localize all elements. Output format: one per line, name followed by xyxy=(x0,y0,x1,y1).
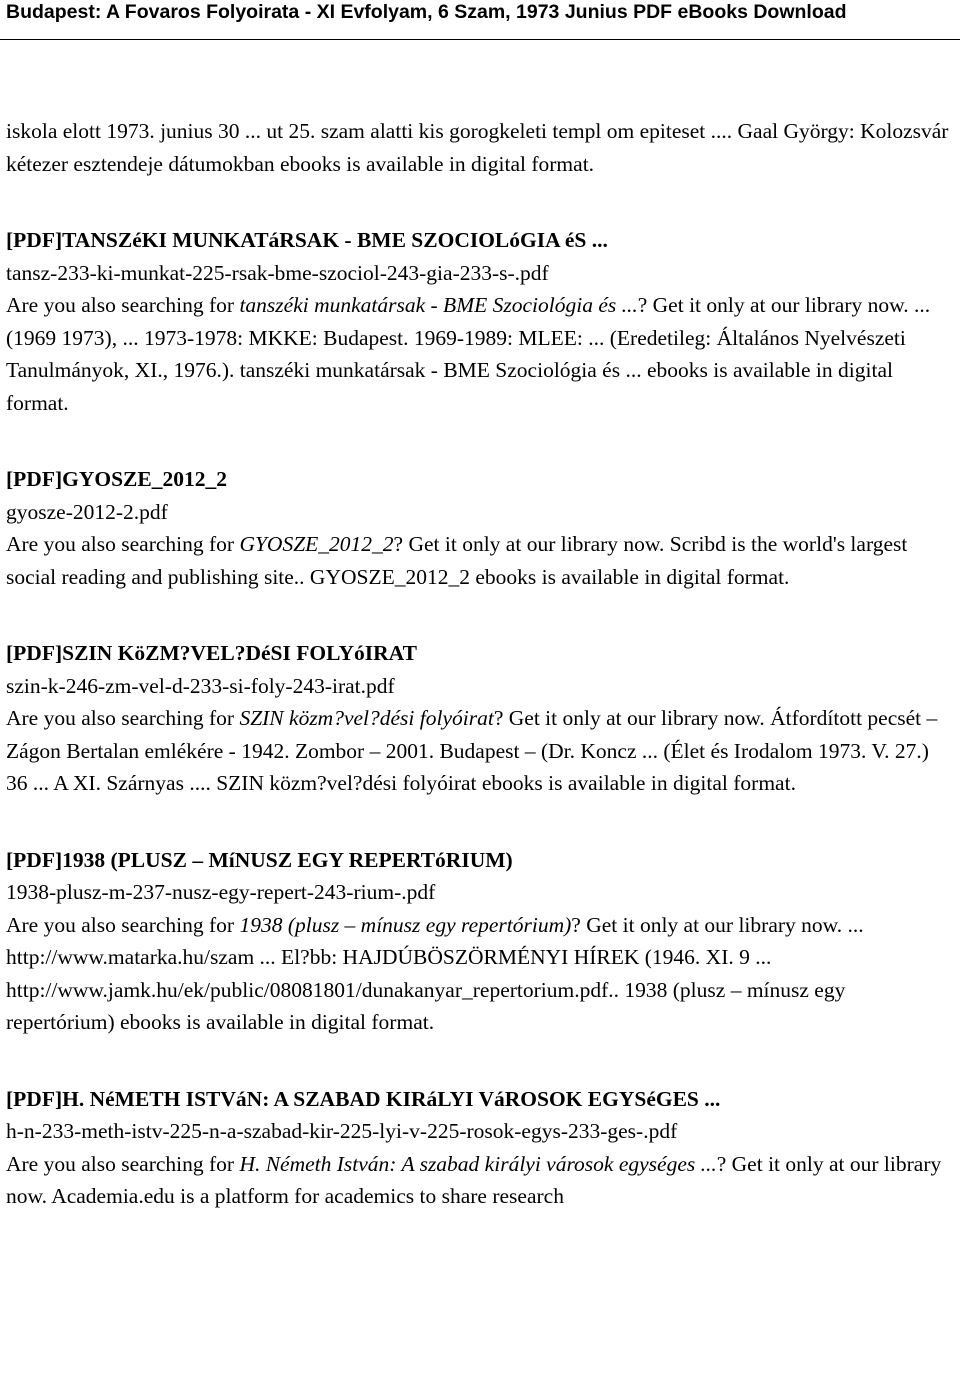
page-header xyxy=(0,0,960,40)
desc-body: ? Get it only at our library now. Átfordított pecsét – Zágon Bertalan emlékére - 1942. Zombor – 2001. Budapest – (Dr. Koncz ... (Élet és Irodalom 1973. V. 27.) 36 ... A XI. Szárnyas .... SZIN közm?vel?dési folyóirat ebooks is available in digital format. xyxy=(6,706,938,795)
document-body xyxy=(6,115,952,1213)
result-title[interactable]: [PDF]1938 (PLUSZ – MíNUSZ EGY REPERTóRIUM) xyxy=(6,847,513,872)
desc-query: H. Németh István: A szabad királyi városok egységes ... xyxy=(239,1151,717,1176)
desc-query: 1938 (plusz – mínusz egy repertórium) xyxy=(239,912,572,937)
result-title[interactable]: [PDF]H. NéMETH ISTVáN: A SZABAD KIRáLYI VáROSOK EGYSéGES ... xyxy=(6,1086,721,1111)
desc-query: SZIN közm?vel?dési folyóirat xyxy=(239,706,494,730)
header-title: Budapest: A Fovaros Folyoirata - XI Evfolyam, 6 Szam, 1973 Junius PDF eBooks Download xyxy=(6,1,847,23)
desc-prefix: Are you also searching for xyxy=(6,293,240,317)
result-entry xyxy=(6,1083,952,1213)
result-description xyxy=(6,528,952,593)
result-description xyxy=(6,1148,952,1213)
desc-query: GYOSZE_2012_2 xyxy=(239,532,394,556)
result-title[interactable]: [PDF]TANSZéKI MUNKATáRSAK - BME SZOCIOLóGIA éS ... xyxy=(6,228,608,252)
desc-body: ? Get it only at our library now. Academia.edu is a platform for academics to share research xyxy=(6,1151,942,1208)
result-title[interactable]: [PDF]GYOSZE_2012_2 xyxy=(6,467,227,491)
desc-body: ? Get it only at our library now. Scribd is the world's largest social reading and publishing site.. GYOSZE_2012_2 ebooks is available in digital format. xyxy=(6,532,908,589)
result-filename[interactable]: szin-k-246-zm-vel-d-233-si-foly-243-irat.pdf xyxy=(6,673,395,698)
desc-prefix: Are you also searching for xyxy=(6,912,240,937)
result-entry xyxy=(6,844,952,1039)
desc-query: tanszéki munkatársak - BME Szociológia és ... xyxy=(239,293,638,317)
desc-prefix: Are you also searching for xyxy=(6,706,240,730)
result-description xyxy=(6,909,952,1039)
result-filename[interactable]: 1938-plusz-m-237-nusz-egy-repert-243-rium-.pdf xyxy=(6,880,436,904)
result-title[interactable]: [PDF]SZIN KöZM?VEL?DéSI FOLYóIRAT xyxy=(6,641,417,665)
result-description xyxy=(6,702,952,800)
desc-prefix: Are you also searching for xyxy=(6,1151,240,1176)
intro-text: iskola elott 1973. junius 30 ... ut 25. szam alatti kis gorogkeleti templ om epiteset .... Gaal György: Kolozsvár kétezer esztendeje dátumokban ebooks is available in digital format. xyxy=(6,119,949,176)
result-filename[interactable]: tansz-233-ki-munkat-225-rsak-bme-szociol-243-gia-233-s-.pdf xyxy=(6,260,549,285)
result-filename[interactable]: h-n-233-meth-istv-225-n-a-szabad-kir-225-lyi-v-225-rosok-egys-233-ges-.pdf xyxy=(6,1119,678,1143)
result-entry xyxy=(6,224,952,419)
result-entry xyxy=(6,637,952,800)
desc-body: ? Get it only at our library now. ... http://www.matarka.hu/szam ... El?bb: HAJDÚBÖSZÖRMÉNYI HÍREK (1946. XI. 9 ... http://www.jamk.hu/ek/public/08081801/dunakanyar_repertorium.pdf.. 1938 (plusz – mínusz egy repertórium) ebooks is available in digital format. xyxy=(6,912,864,1034)
result-entry xyxy=(6,463,952,593)
desc-body: ? Get it only at our library now. ... (1969 1973), ... 1973-1978: MKKE: Budapest. 1969-1989: MLEE: ... (Eredetileg: Általános Nyelvészeti Tanulmányok, XI., 1976.). tanszéki munkatársak - BME Szociológia és ... ebooks is available in digital format. xyxy=(6,293,931,415)
result-filename[interactable]: gyosze-2012-2.pdf xyxy=(6,499,168,524)
desc-prefix: Are you also searching for xyxy=(6,532,240,556)
result-description xyxy=(6,289,952,419)
